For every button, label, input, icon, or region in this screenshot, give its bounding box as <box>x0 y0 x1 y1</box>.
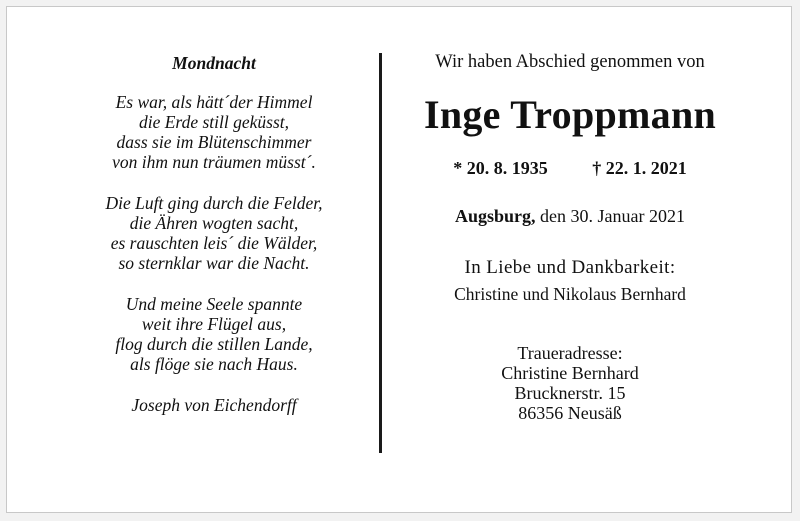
poem-title: Mondnacht <box>172 53 256 73</box>
poem-stanza-1 <box>55 92 373 172</box>
vertical-divider <box>379 53 382 453</box>
death-date: † 22. 1. 2021 <box>592 158 687 178</box>
place-city: Augsburg, <box>455 206 536 226</box>
poem-line: die Erde still geküsst, <box>138 112 290 132</box>
poem-line: Es war, als hätt´der Himmel <box>115 92 313 112</box>
family-names: Christine und Nikolaus Bernhard <box>454 284 686 304</box>
address-name: Christine Bernhard <box>501 363 639 383</box>
poem-author: Joseph von Eichendorff <box>131 395 297 415</box>
poem-line: Die Luft ging durch die Felder, <box>105 193 323 213</box>
address-street: Brucknerstr. 15 <box>514 383 626 403</box>
poem-block <box>55 53 373 415</box>
poem-line: die Ähren wogten sacht, <box>129 213 299 233</box>
notice-date: den 30. Januar 2021 <box>540 206 685 226</box>
poem-line: es rauschten leis´ die Wälder, <box>110 233 318 253</box>
life-dates <box>389 157 751 179</box>
poem-stanza-3 <box>55 294 373 374</box>
notice-block <box>389 51 751 423</box>
poem-line: Und meine Seele spannte <box>125 294 303 314</box>
poem-line: dass sie im Blütenschimmer <box>116 132 312 152</box>
deceased-name: Inge Troppmann <box>423 92 717 137</box>
birth-date: * 20. 8. 1935 <box>453 158 548 178</box>
poem-stanza-2 <box>55 193 373 273</box>
poem-line: als flöge sie nach Haus. <box>130 354 298 374</box>
address-city: 86356 Neusäß <box>518 403 622 423</box>
mourning-address <box>389 343 751 423</box>
notice-intro: Wir haben Abschied genommen von <box>435 52 705 72</box>
thanks-line: In Liebe und Dankbarkeit: <box>464 257 676 278</box>
place-date <box>389 205 751 227</box>
obituary-card <box>6 6 792 513</box>
poem-line: von ihm nun träumen müsst´. <box>112 152 316 172</box>
poem-line: so sternklar war die Nacht. <box>118 253 310 273</box>
poem-line: weit ihre Flügel aus, <box>141 314 287 334</box>
address-label: Traueradresse: <box>517 343 623 363</box>
poem-line: flog durch die stillen Lande, <box>115 334 313 354</box>
